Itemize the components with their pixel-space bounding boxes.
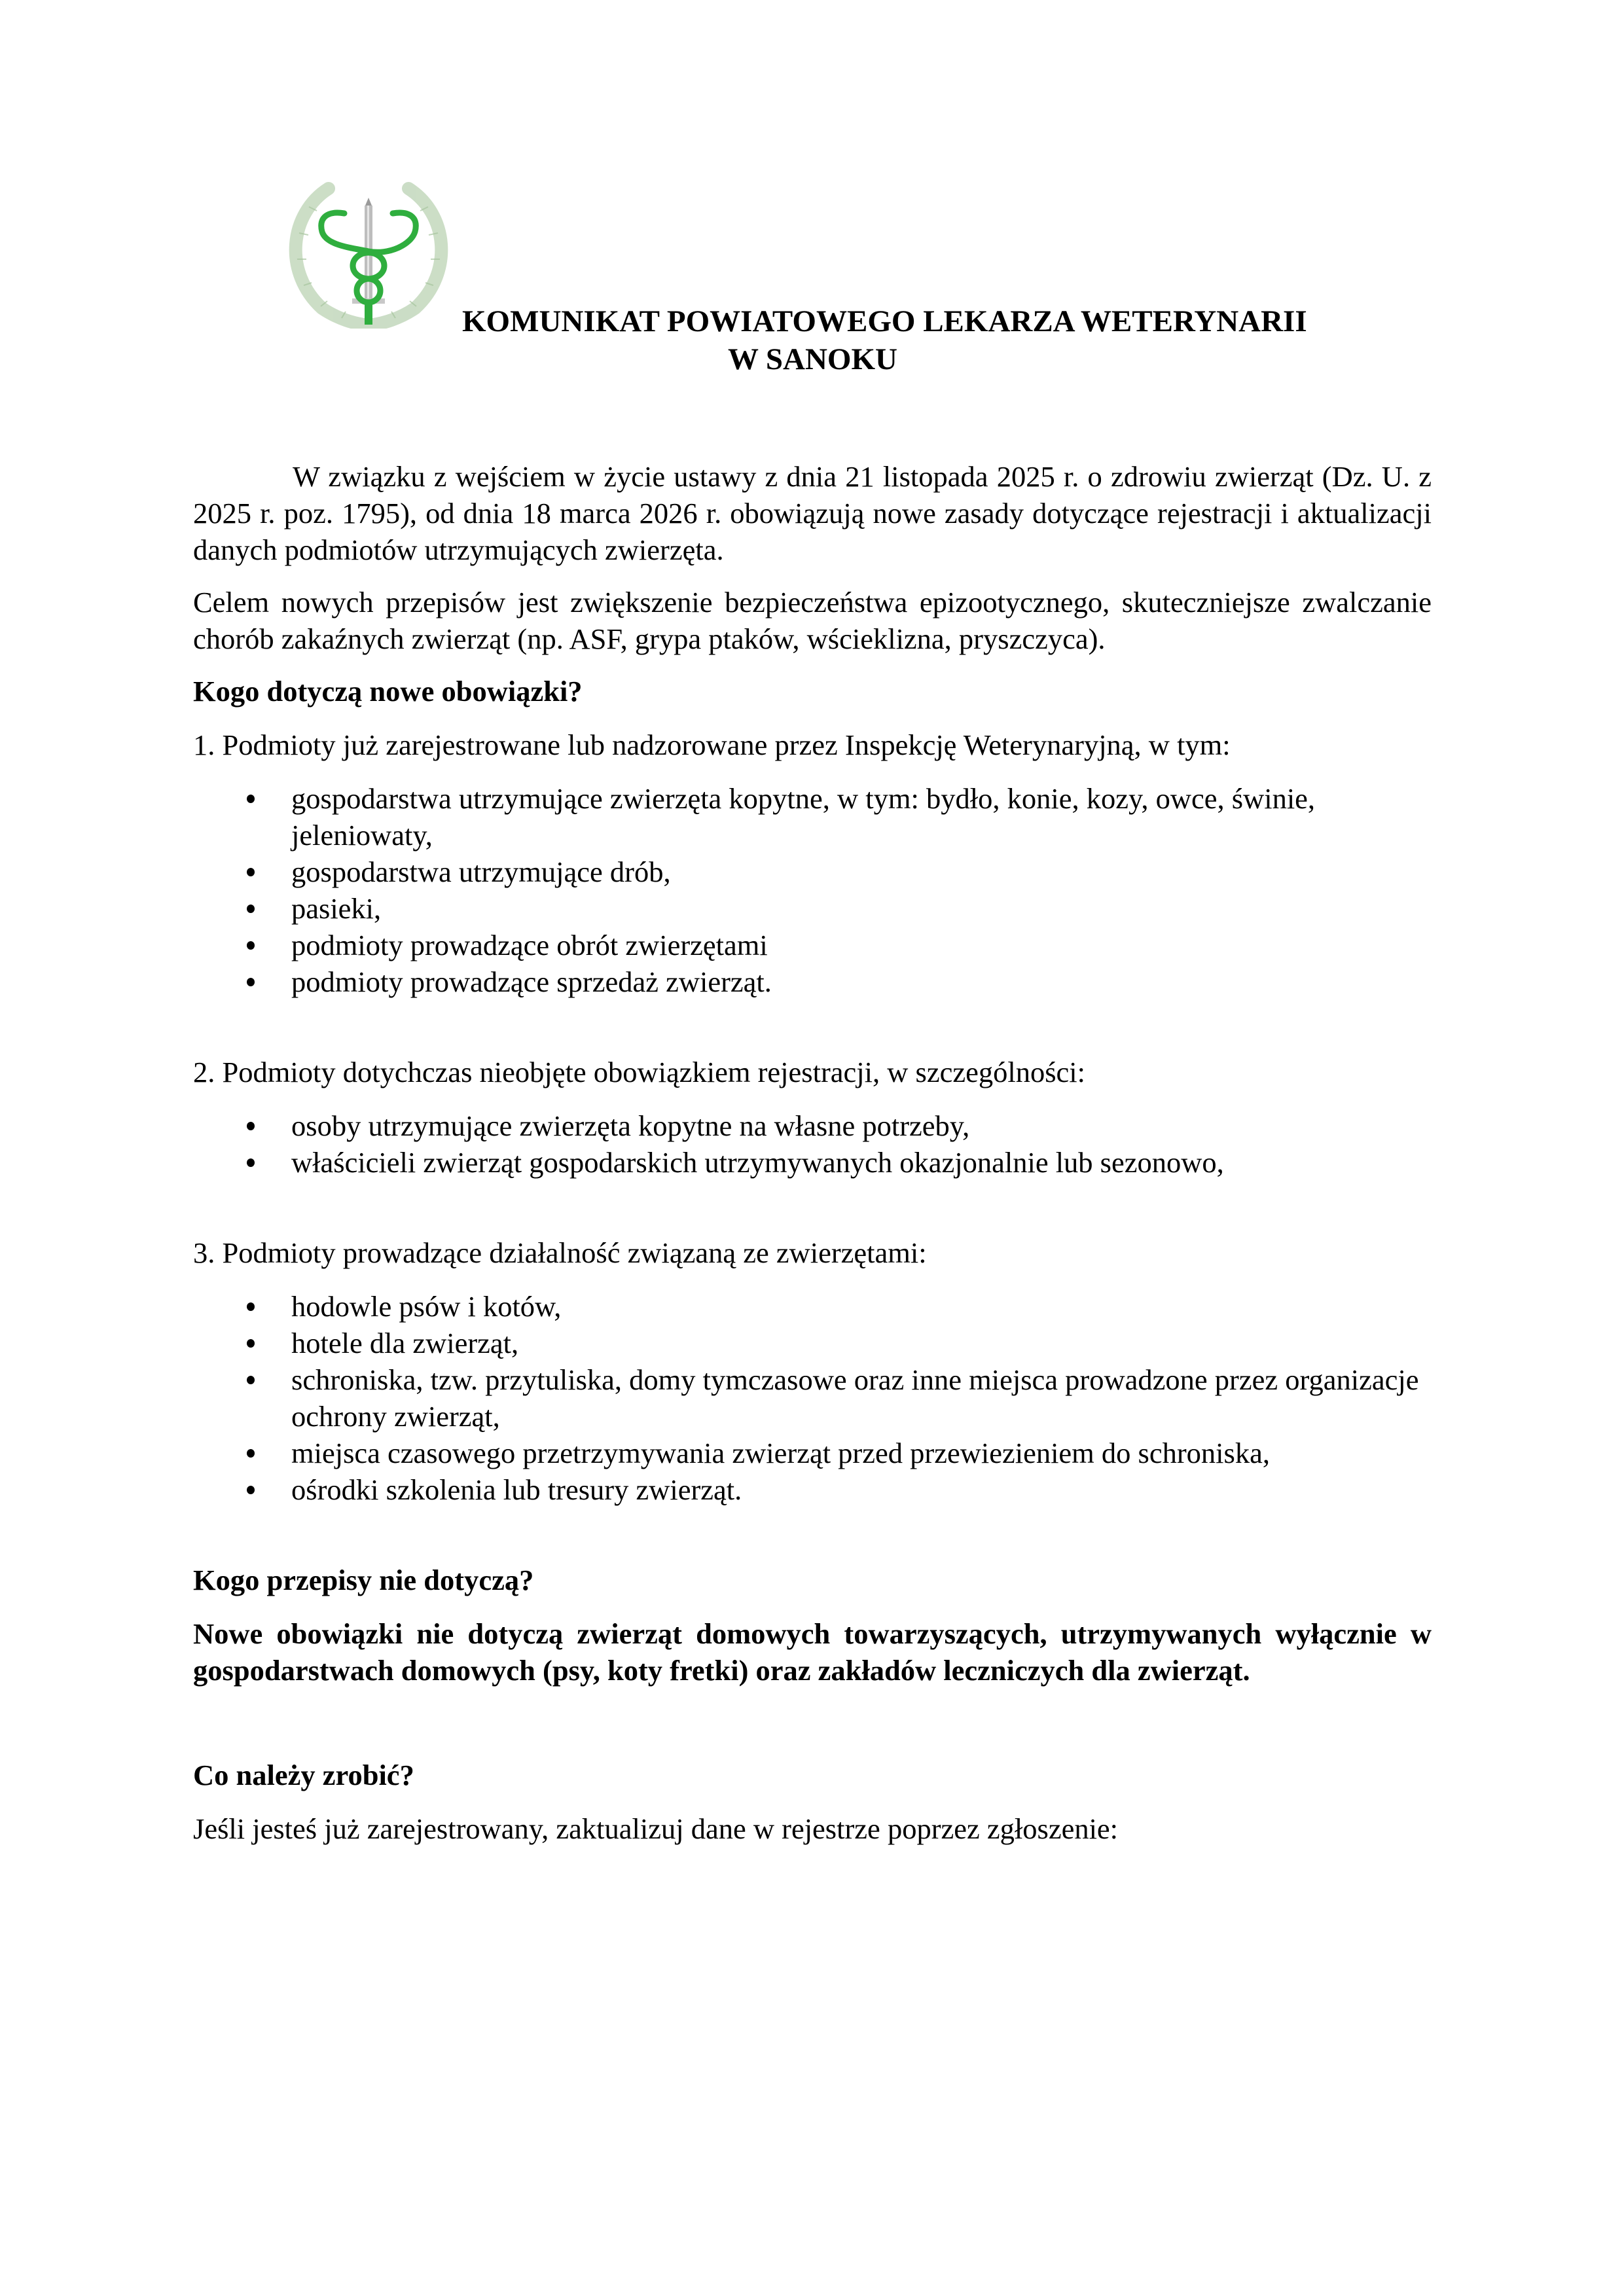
document-body — [193, 458, 1432, 1847]
title-line-1: KOMUNIKAT POWIATOWEGO LEKARZA WETERYNARII — [462, 304, 1307, 338]
bullet-icon — [247, 1302, 255, 1311]
bullet-icon — [247, 941, 255, 950]
list-item: podmioty prowadzące obrót zwierzętami — [193, 927, 1432, 963]
group-3-label: 3. Podmioty prowadzące działalność związaną ze zwierzętami: — [193, 1236, 927, 1269]
title-line-2: W SANOKU — [728, 342, 897, 376]
purpose-paragraph: Celem nowych przepisów jest zwiększenie bezpieczeństwa epizootycznego, skuteczniejsze zwalczanie chorób zakaźnych zwierząt (np. ASF, grypa ptaków, wścieklizna, pryszczyca). — [193, 586, 1432, 655]
group-2-label: 2. Podmioty dotychczas nieobjęte obowiązkiem rejestracji, w szczególności: — [193, 1056, 1086, 1088]
list-item: hodowle psów i kotów, — [193, 1288, 1432, 1325]
list-item: miejsca czasowego przetrzymywania zwierząt przed przewiezieniem do schroniska, — [193, 1435, 1432, 1471]
bullet-icon — [247, 1376, 255, 1384]
veterinary-emblem-logo — [283, 181, 454, 329]
group-3-list — [193, 1288, 1432, 1508]
bullet-icon — [247, 795, 255, 803]
todo-paragraph: Jeśli jesteś już zarejestrowany, zaktualizuj dane w rejestrze poprzez zgłoszenie: — [193, 1812, 1119, 1845]
heading-not-affected: Kogo przepisy nie dotyczą? — [193, 1564, 534, 1596]
bullet-icon — [247, 905, 255, 913]
group-1-label: 1. Podmioty już zarejestrowane lub nadzorowane przez Inspekcję Weterynaryjną, w tym: — [193, 728, 1231, 761]
list-item: ośrodki szkolenia lub tresury zwierząt. — [193, 1471, 1432, 1508]
heading-who-affected: Kogo dotyczą nowe obowiązki? — [193, 675, 583, 708]
bullet-icon — [247, 978, 255, 986]
group-2-list — [193, 1107, 1432, 1181]
bullet-icon — [247, 1122, 255, 1130]
list-item: hotele dla zwierząt, — [193, 1325, 1432, 1361]
bullet-icon — [247, 1158, 255, 1167]
list-item: właścicieli zwierząt gospodarskich utrzymywanych okazjonalnie lub sezonowo, — [193, 1144, 1432, 1181]
list-item: pasieki, — [193, 890, 1432, 927]
intro-paragraph: W związku z wejściem w życie ustawy z dnia 21 listopada 2025 r. o zdrowiu zwierząt (Dz. U. z 2025 r. poz. 1795), od dnia 18 marca 2026 r. obowiązują nowe zasady dotyczące rejestracji i aktualizacji danych podmiotów utrzymujących zwierzęta. — [193, 460, 1432, 566]
bullet-icon — [247, 1449, 255, 1458]
bullet-icon — [247, 1486, 255, 1494]
bullet-icon — [247, 868, 255, 876]
group-1-list — [193, 780, 1432, 1000]
list-item: gospodarstwa utrzymujące drób, — [193, 853, 1432, 890]
list-item: gospodarstwa utrzymujące zwierzęta kopytne, w tym: bydło, konie, kozy, owce, świnie, jeleniowaty, — [193, 780, 1432, 853]
list-item: podmioty prowadzące sprzedaż zwierząt. — [193, 963, 1432, 1000]
bullet-icon — [247, 1339, 255, 1348]
list-item: schroniska, tzw. przytuliska, domy tymczasowe oraz inne miejsca prowadzone przez organizacje ochrony zwierząt, — [193, 1361, 1432, 1435]
exclusion-paragraph: Nowe obowiązki nie dotyczą zwierząt domowych towarzyszących, utrzymywanych wyłącznie w gospodarstwach domowych (psy, koty fretki) oraz zakładów leczniczych dla zwierząt. — [193, 1617, 1432, 1687]
list-item: osoby utrzymujące zwierzęta kopytne na własne potrzeby, — [193, 1107, 1432, 1144]
heading-what-to-do: Co należy zrobić? — [193, 1759, 414, 1791]
